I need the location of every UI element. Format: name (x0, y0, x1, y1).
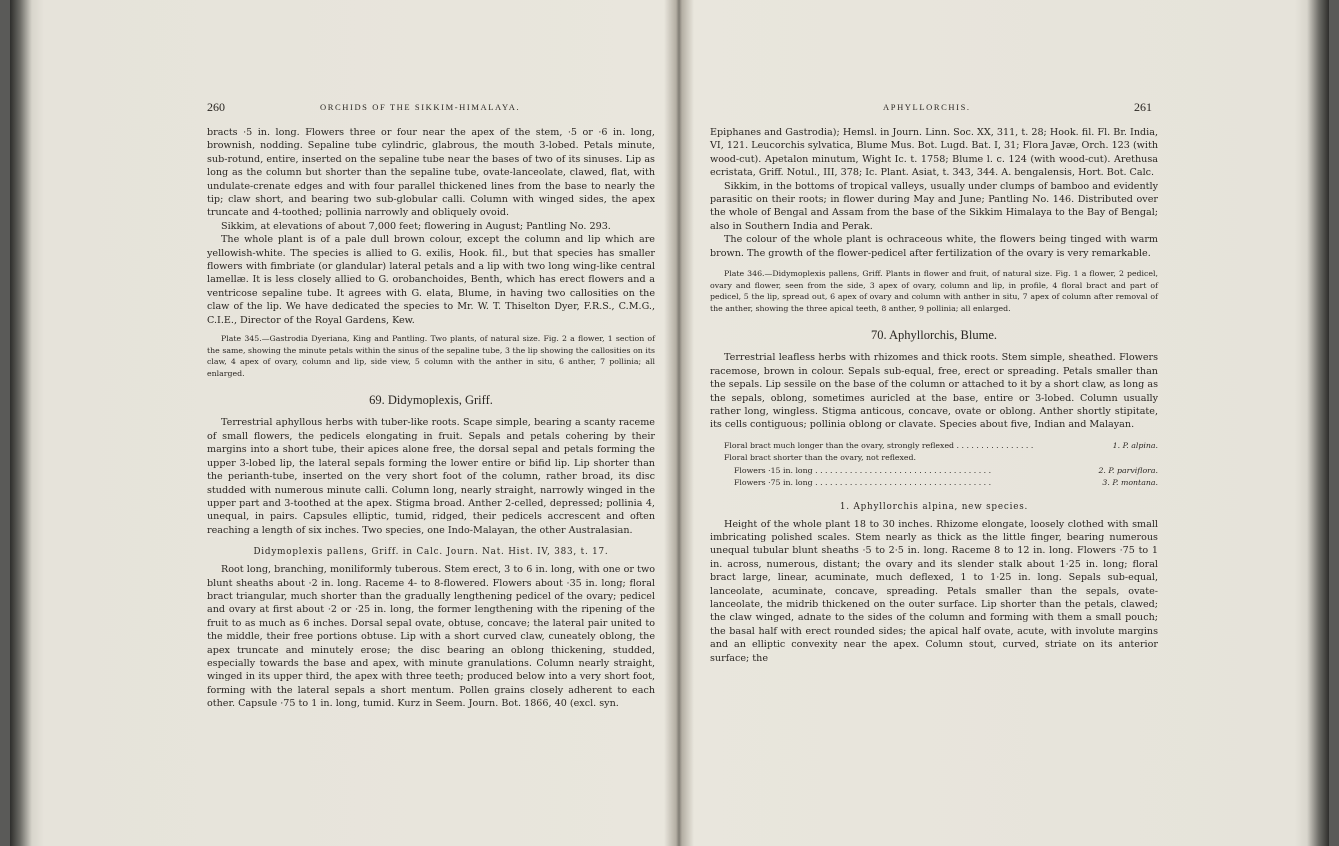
right-running-head: APHYLLORCHIS. (883, 102, 971, 112)
left-genus-heading: 69. Didymoplexis, Griff. (369, 393, 493, 408)
left-paragraph-3: The whole plant is of a pale dull brown colour, except the column and lip which are yellowish-white. The species is allied to G. exilis, Hook. fil., but that species has smaller flowers with fimbriate (or glandular) lateral petals and a lip with two long wing-like central lamellæ. It is less closely allied to G. orobanchoides, Benth, which has erect flowers and a ventricose sepaline tube. It agrees with G. elata, Blume, in having two callosities on the claw of the lip. We have dedicated the species to Mr. W. T. Thiselton Dyer, F.R.S., C.M.G., C.I.E., Director of the Royal Gardens, Kew. (207, 234, 655, 326)
key-row: Floral bract shorter than the ovary, not reflexed. (724, 453, 917, 463)
right-species-heading: 1. Aphyllorchis alpina, new species. (839, 501, 1029, 512)
right-paragraph-4: Terrestrial leafless herbs with rhizomes and thick roots. Stem simple, sheathed. Flowers racemose, brown in colour. Sepals sub-equal, free, erect or spreading. Petals smaller than the sepals. Lip sessile on the base of the column or attached to it by a short claw, as long as the sepals, oblong, sometimes auricled at the base, entire or 3-lobed. Column usually rather long, wingless. Stigma anticous, concave, ovate or oblong. Anther shortly stipitate, its cells contiguous; pollinia oblong or clavate. Species about five, Indian and Malayan. (710, 352, 1158, 431)
right-plate-caption: Plate 346.—Didymoplexis pallens, Griff. Plants in flower and fruit, of natural size. Fig. 1 a flower, 2 pedicel, ovary and flower, seen from the side, 3 apex of ovary, column and lip, in profile, 4 floral bract and part of pedicel, 5 the lip, spread out, 6 apex of ovary and column with anther in situ, 7 apex of column after removal of the anther, showing the three apical teeth, 8 anther, 9 pollinia; all enlarged. (710, 269, 1158, 313)
right-paragraph-2: Sikkim, in the bottoms of tropical valleys, usually under clumps of bamboo and evidently parasitic on their roots; in flower during May and June; Pantling No. 146. Distributed over the whole of Bengal and Assam from the base of the Sikkim Himalaya to the Bay of Bengal; also in Southern India and Perak. (710, 180, 1158, 232)
book-gutter (664, 0, 694, 846)
left-paragraph-2: Sikkim, at elevations of about 7,000 feet; flowering in August; Pantling No. 293. (221, 220, 611, 232)
right-page (710, 126, 1158, 665)
right-page-number: 261 (1134, 100, 1152, 114)
book-spread (10, 0, 1329, 846)
key-row: Floral bract much longer than the ovary, strongly reflexed . . . . . . . . . . . . . . . . 1. P. alpina. (724, 440, 1158, 450)
left-page-number: 260 (207, 100, 225, 114)
key-row: Flowers ·15 in. long . . . . . . . . . . . . . . . . . . . . . . . . . . . . . . . . . . . . 2. P. parviflora. (734, 465, 1158, 475)
right-paragraph-1: Epiphanes and Gastrodia); Hemsl. in Journ. Linn. Soc. XX, 311, t. 28; Hook. fil. Fl. Br. India, VI, 121. Leucorchis sylvatica, Blume Mus. Bot. Lugd. Bat. I, 31; Flora Javæ, Orch. 123 (with wood-cut). Apetalon minutum, Wight Ic. t. 1758; Blume l. c. 124 (with wood-cut). Arethusa ecristata, Griff. Notul., III, 378; Ic. Plant. Asiat, t. 343, 344. A. bengalensis, Hort. Bot. Calc. (710, 127, 1158, 179)
left-running-head: ORCHIDS OF THE SIKKIM-HIMALAYA. (320, 102, 521, 112)
key-row: Flowers ·75 in. long . . . . . . . . . . . . . . . . . . . . . . . . . . . . . . . . . . . . 3. P. montana. (734, 478, 1158, 488)
left-plate-caption: Plate 345.—Gastrodia Dyeriana, King and Pantling. Two plants, of natural size. Fig. 2 a flower, 1 section of the same, showing the minute petals within the sinus of the sepaline tube, 3 the lip showing the callosities on its claw, 4 apex of ovary, column and lip, side view, 5 column with the anther in situ, 6 anther, 7 pollinia; all enlarged. (207, 334, 655, 378)
left-page (207, 126, 655, 711)
right-paragraph-5: Height of the whole plant 18 to 30 inches. Rhizome elongate, loosely clothed with small imbricating polished scales. Stem nearly as thick as the little finger, bearing numerous unequal tubular blunt sheaths ·5 to 2·5 in. long. Raceme 8 to 12 in. long. Flowers ·75 to 1 in. across, numerous, distant; the ovary and its slender stalk about 1·25 in. long; floral bract large, linear, acuminate, much deflexed, 1 to 1·25 in. long. Sepals sub-equal, lanceolate, acuminate, concave, spreading. Petals smaller than the sepals, ovate-lanceolate, the midrib thickened on the outer surface. Lip shorter than the petals, clawed; the claw winged, adnate to the sides of the column and forming with them a small pouch; the basal half with erect rounded sides; the apical half ovate, acute, with involute margins and an elliptic convexity near the apex. Column stout, curved, striate on its anterior surface; the (710, 518, 1158, 664)
right-paragraph-3: The colour of the whole plant is ochraceous white, the flowers being tinged with warm brown. The growth of the flower-pedicel after fertilization of the ovary is very remarkable. (710, 234, 1158, 259)
left-paragraph-1: bracts ·5 in. long. Flowers three or four near the apex of the stem, ·5 or ·6 in. long, brownish, nodding. Sepaline tube cylindric, glabrous, the mouth 3-lobed. Petals minute, sub-rotund, entire, inserted on the sepaline tube near the bases of two of its sinuses. Lip as long as the column but shorter than the sepaline tube, ovate-lanceolate, clawed, flat, with undulate-crenate edges and with four parallel thickened lines from the base to nearly the tip; claw short, and bearing two sub-globular calli. Column with winged sides, the apex truncate and 4-toothed; pollinia narrowly and obliquely ovoid. (207, 127, 655, 219)
left-paragraph-4: Terrestrial aphyllous herbs with tuber-like roots. Scape simple, bearing a scanty raceme of small flowers, the pedicels elongating in fruit. Sepals and petals cohering by their margins into a short tube, their apices alone free, the dorsal sepal and petals forming the upper 3-lobed lip, the lateral sepals forming the lower entire or bifid lip. Lip shorter than the perianth-tube, inserted on the very short foot of the column, rather broad, its disc studded with numerous minute calli. Column long, nearly straight, narrowly winged in the upper part and 3-toothed at the apex. Stigma broad. Anther 2-celled, depressed; pollinia 4, unequal, in pairs. Capsules elliptic, tumid, ridged, their pedicels accrescent and often reaching a length of six inches. Two species, one Indo-Malayan, the other Australasian. (207, 417, 655, 536)
left-species-heading: Didymoplexis pallens, Griff. in Calc. Journ. Nat. Hist. IV, 383, t. 17. (253, 547, 609, 558)
species-key (710, 440, 1158, 490)
right-genus-heading: 70. Aphyllorchis, Blume. (870, 328, 998, 343)
left-paragraph-5: Root long, branching, moniliformly tuberous. Stem erect, 3 to 6 in. long, with one or two blunt sheaths about ·2 in. long. Raceme 4- to 8-flowered. Flowers about ·35 in. long; floral bract triangular, much shorter than the gradually lengthening pedicel of the ovary; pedicel and ovary at first about ·2 or ·25 in. long, the former lengthening with the ripening of the fruit to as much as 6 inches. Dorsal sepal ovate, obtuse, concave; the lateral pair united to the middle, their free portions obtuse. Lip with a short curved claw, cuneately oblong, the apex truncate and minutely erose; the disc bearing an oblong thickening, studded, especially towards the base and apex, with minute granulations. Column nearly straight, winged in its upper third, the apex with three teeth; produced below into a very short foot, forming with the lateral sepals a short mentum. Pollen grains closely adherent to each other. Capsule ·75 to 1 in. long, tumid. Kurz in Seem. Journ. Bot. 1866, 40 (excl. syn. (207, 564, 655, 710)
